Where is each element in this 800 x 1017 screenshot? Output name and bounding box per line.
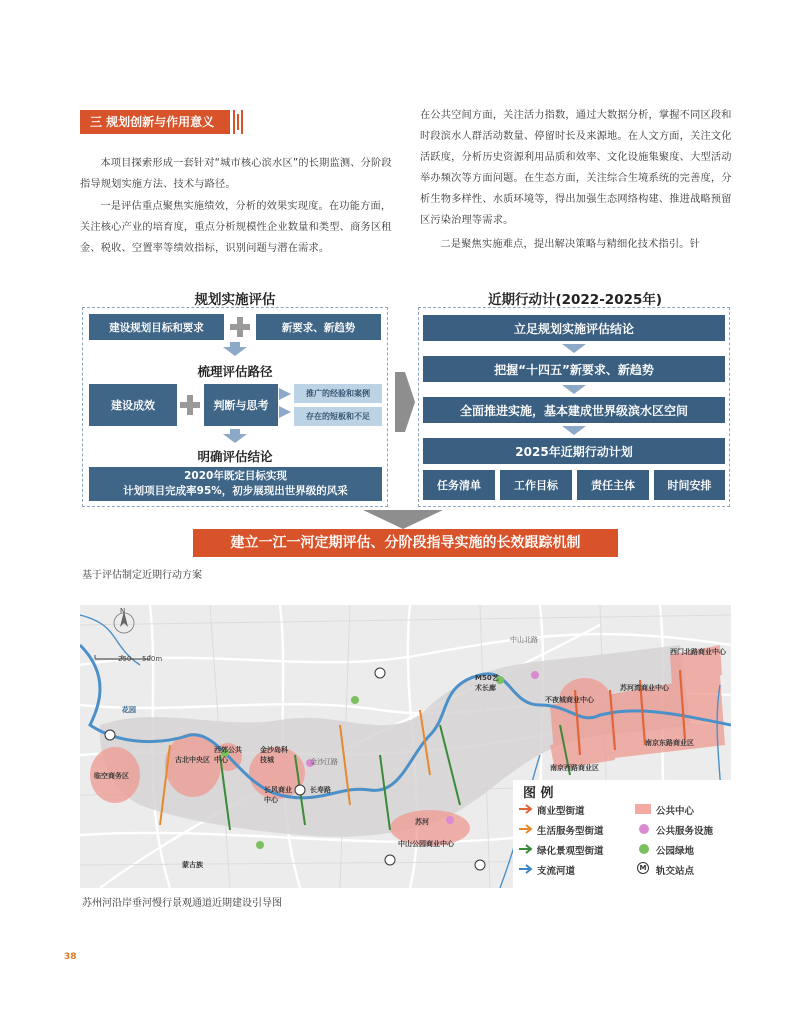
box-right-2: 把握“十四五”新要求、新趋势 bbox=[423, 356, 725, 382]
down-arrow-icon bbox=[363, 510, 443, 529]
map-label: 苏河湾商业中心 bbox=[620, 684, 669, 692]
map-label: 西郊公共中心 bbox=[214, 746, 242, 764]
down-arrow-icon bbox=[223, 434, 247, 443]
down-arrow-icon bbox=[562, 426, 586, 435]
section-heading-ornament bbox=[233, 110, 243, 134]
scale-label-2: 500m bbox=[142, 655, 163, 663]
box-right-1: 立足规划实施评估结论 bbox=[423, 315, 725, 341]
map-label: 临空商务区 bbox=[94, 772, 129, 780]
north-label: N bbox=[120, 607, 126, 615]
diagram-left-title: 规划实施评估 bbox=[194, 292, 276, 308]
legend-item: 轨交站点 bbox=[656, 866, 695, 877]
diagram-caption: 基于评估制定近期行动方案 bbox=[82, 570, 202, 581]
left-paragraph-1: 本项目探索形成一套针对“城市核心滨水区”的长期监测、分阶段指导规划实施方法、技术与路径。 bbox=[80, 158, 392, 190]
legend-item: 支流河道 bbox=[537, 866, 576, 877]
map-label: 西门北路商业中心 bbox=[670, 648, 726, 656]
map-label: 南京东路商业区 bbox=[645, 739, 694, 747]
map-label: 中山公园商业中心 bbox=[398, 840, 454, 848]
arrow-right-icon bbox=[279, 388, 291, 400]
box-promote-experience: 推广的经验和案例 bbox=[294, 384, 382, 403]
map-label: 古北中央区 bbox=[175, 756, 210, 764]
page-number: 38 bbox=[64, 952, 77, 962]
box-conclusion bbox=[89, 467, 382, 501]
legend-item: 绿化景观型街道 bbox=[537, 846, 604, 857]
box-right-3: 全面推进实施，基本建成世界级滨水区空间 bbox=[423, 397, 725, 423]
scale-label-1: 250 bbox=[118, 655, 132, 663]
box-responsible: 责任主体 bbox=[577, 470, 649, 500]
down-arrow-icon bbox=[562, 385, 586, 394]
map-label: 金沙岛科技城 bbox=[260, 746, 288, 764]
arrow-icon bbox=[518, 844, 534, 854]
rect-swatch-icon bbox=[635, 804, 651, 814]
path-label: 梳理评估路径 bbox=[197, 364, 273, 379]
plus-icon bbox=[180, 395, 200, 415]
box-results: 建设成效 bbox=[89, 384, 177, 426]
box-plan-goals: 建设规划目标和要求 bbox=[89, 314, 224, 340]
right-paragraph-2: 二是聚焦实施难点，提出解决策略与精细化技术指引。针 bbox=[440, 239, 701, 250]
plus-icon bbox=[230, 317, 250, 337]
section-heading: 三 规划创新与作用意义 bbox=[80, 110, 230, 134]
box-work-goal: 工作目标 bbox=[500, 470, 572, 500]
legend-item: 公共服务设施 bbox=[656, 826, 714, 837]
box-task-list: 任务清单 bbox=[423, 470, 495, 500]
map-legend bbox=[513, 780, 731, 888]
map-label: 金沙江路 bbox=[310, 758, 338, 766]
map-label: 不夜城商业中心 bbox=[545, 696, 594, 704]
arrow-right-icon bbox=[279, 406, 291, 418]
box-judgement: 判断与思考 bbox=[204, 384, 278, 426]
diagram-right-title: 近期行动计(2022-2025年) bbox=[487, 292, 663, 308]
legend-item: 公共中心 bbox=[656, 806, 695, 817]
down-arrow-icon bbox=[562, 344, 586, 353]
dot-icon bbox=[639, 844, 649, 854]
map-label: 花园 bbox=[122, 706, 136, 714]
chevron-right-icon bbox=[395, 372, 415, 432]
box-schedule: 时间安排 bbox=[654, 470, 725, 500]
legend-item: 生活服务型街道 bbox=[537, 826, 604, 837]
map-label: 南京西路商业区 bbox=[550, 764, 599, 772]
map-label: 中山北路 bbox=[510, 636, 538, 644]
map-label: 苏河 bbox=[415, 818, 429, 826]
conclusion-label: 明确评估结论 bbox=[197, 449, 273, 464]
metro-icon: M bbox=[637, 862, 649, 874]
arrow-icon bbox=[518, 824, 534, 834]
legend-title: 图 例 bbox=[523, 786, 554, 801]
map-label: 长寿路 bbox=[310, 786, 331, 794]
map-label: 长风商业中心 bbox=[264, 786, 292, 804]
map-caption: 苏州河沿岸垂河慢行景观通道近期建设引导图 bbox=[82, 898, 282, 909]
arrow-icon bbox=[518, 864, 534, 874]
right-paragraph-1: 在公共空间方面，关注活力指数，通过大数据分析，掌握不同区段和时段滨水人群活动数量、停留时长及来源地。在人文方面，关注文化活跃度，分析历史资源利用品质和效率、文化设施集聚度、大型活动举办频次等方面问题。在生态方面，关注综合生境系统的完善度，分析生物多样性、水质环境等，得出加强生态网络构建、推进战略预留区污染治理等需求。 bbox=[420, 110, 732, 226]
legend-item: 商业型街道 bbox=[537, 806, 585, 817]
box-right-4: 2025年近期行动计划 bbox=[423, 438, 725, 464]
left-paragraph-2: 一是评估重点聚焦实施绩效，分析的效果实现度。在功能方面，关注核心产业的培育度，重点分析规模性企业数量和类型、商务区租金、税收、空置率等绩效指标，识别问题与潜在需求。 bbox=[80, 201, 392, 254]
map-label: M50艺术长廊 bbox=[475, 674, 499, 692]
conclusion-line-2: 计划项目完成率95%，初步展现出世界级的风采 bbox=[123, 485, 348, 497]
legend-item: 公园绿地 bbox=[656, 846, 695, 857]
conclusion-line-1: 2020年既定目标实现 bbox=[184, 470, 287, 482]
box-existing-shortcomings: 存在的短板和不足 bbox=[294, 407, 382, 426]
arrow-icon bbox=[518, 804, 534, 814]
box-new-requirements: 新要求、新趋势 bbox=[256, 314, 381, 340]
dot-icon bbox=[639, 824, 649, 834]
map-label: 蒙古族 bbox=[182, 861, 203, 869]
down-arrow-icon bbox=[223, 347, 247, 356]
mechanism-banner: 建立一江一河定期评估、分阶段指导实施的长效跟踪机制 bbox=[193, 529, 618, 557]
